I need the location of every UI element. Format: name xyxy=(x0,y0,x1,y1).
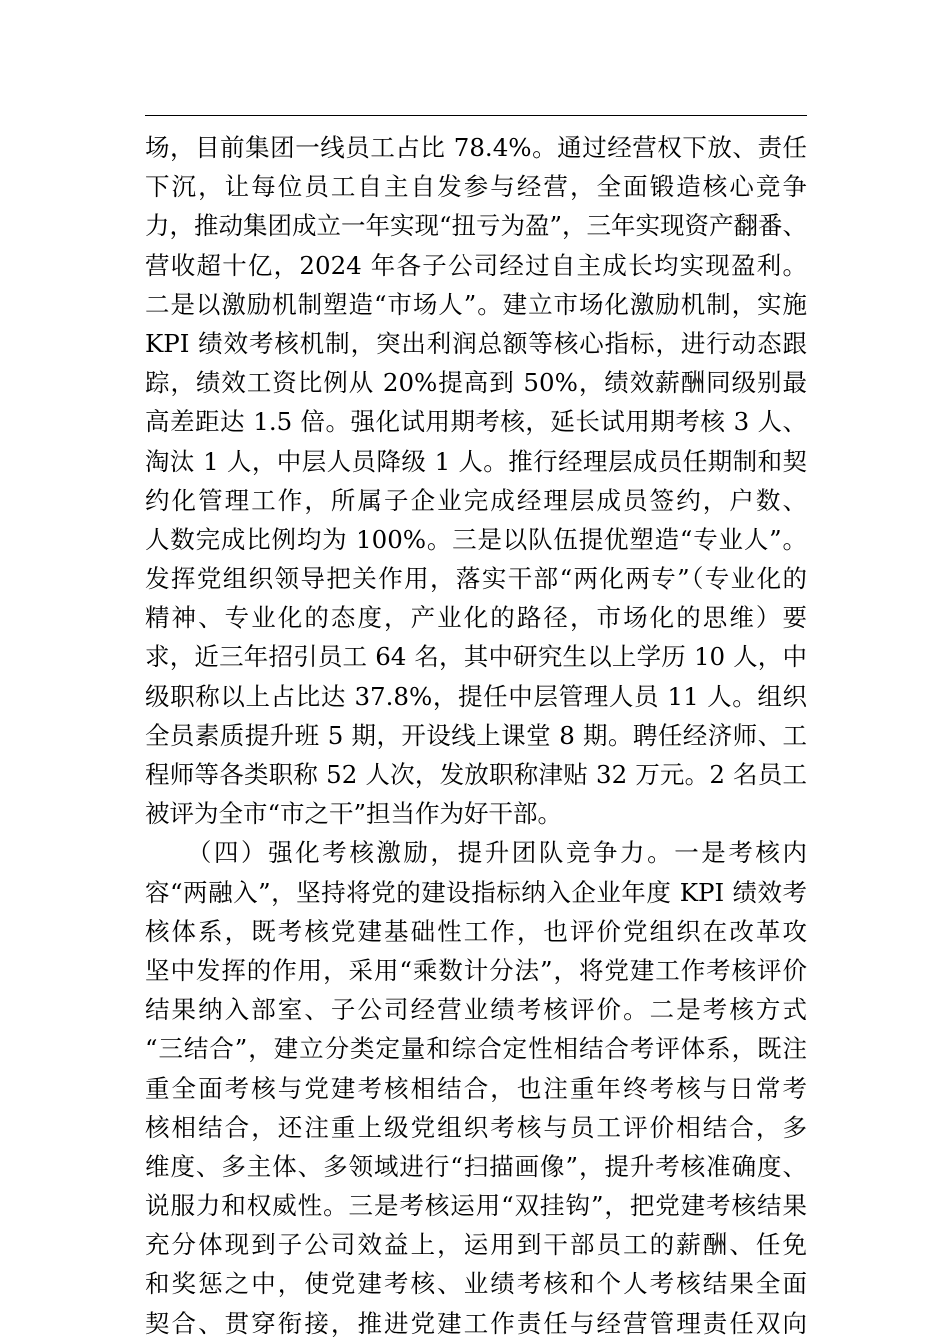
text-line: 核相结合，还注重上级党组织考核与员工评价相结合，多 xyxy=(145,1112,807,1142)
text-line: 下沉，让每位员工自主自发参与经营，全面锻造核心竞争 xyxy=(145,172,807,202)
text-line: 发挥党组织领导把关作用，落实干部“两化两专”（专业化的 xyxy=(145,564,807,594)
text-line: 精神、专业化的态度，产业化的路径，市场化的思维）要 xyxy=(145,603,807,633)
text-line: 营收超十亿，2024 年各子公司经过自主成长均实现盈利。 xyxy=(145,250,807,280)
text-line: 结果纳入部室、子公司经营业绩考核评价。二是考核方式 xyxy=(145,995,807,1025)
body-text xyxy=(145,128,807,1343)
text-line: 坚中发挥的作用，采用“乘数计分法”，将党建工作考核评价 xyxy=(145,955,807,985)
text-line: 力，推动集团成立一年实现“扭亏为盈”，三年实现资产翻番、 xyxy=(145,211,807,241)
text-line-paragraph-end: 被评为全市“市之干”担当作为好干部。 xyxy=(145,799,563,829)
text-line: 踪，绩效工资比例从 20%提高到 50%，绩效薪酬同级别最 xyxy=(145,368,807,398)
text-line: 二是以激励机制塑造“市场人”。建立市场化激励机制，实施 xyxy=(145,289,807,319)
text-line: 重全面考核与党建考核相结合，也注重年终考核与日常考 xyxy=(145,1073,807,1103)
text-line: “三结合”，建立分类定量和综合定性相结合考评体系，既注 xyxy=(145,1034,807,1064)
text-line: 维度、多主体、多领域进行“扫描画像”，提升考核准确度、 xyxy=(145,1151,807,1181)
text-line: 充分体现到子公司效益上，运用到干部员工的薪酬、任免 xyxy=(145,1230,807,1260)
text-line: KPI 绩效考核机制，突出利润总额等核心指标，进行动态跟 xyxy=(145,328,807,358)
text-line: 全员素质提升班 5 期，开设线上课堂 8 期。聘任经济师、工 xyxy=(145,720,807,750)
text-line: 求，近三年招引员工 64 名，其中研究生以上学历 10 人，中 xyxy=(145,642,807,672)
text-line: 容“两融入”，坚持将党的建设指标纳入企业年度 KPI 绩效考 xyxy=(145,877,807,907)
text-line: 高差距达 1.5 倍。强化试用期考核，延长试用期考核 3 人、 xyxy=(145,407,807,437)
text-line: 和奖惩之中，使党建考核、业绩考核和个人考核结果全面 xyxy=(145,1269,807,1299)
text-line: 约化管理工作，所属子企业完成经理层成员签约，户数、 xyxy=(145,485,807,515)
header-rule xyxy=(145,115,807,116)
text-line: 人数完成比例均为 100%。三是以队伍提优塑造“专业人”。 xyxy=(145,524,807,554)
text-line: 程师等各类职称 52 人次，发放职称津贴 32 万元。2 名员工 xyxy=(145,760,807,789)
text-line: 说服力和权威性。三是考核运用“双挂钩”，把党建考核结果 xyxy=(145,1191,807,1221)
text-line: 级职称以上占比达 37.8%，提任中层管理人员 11 人。组织 xyxy=(145,681,807,711)
text-line: 契合、贯穿衔接，推进党建工作责任与经营管理责任双向 xyxy=(145,1308,807,1338)
text-line: 场，目前集团一线员工占比 78.4%。通过经营权下放、责任 xyxy=(145,133,807,162)
text-line: 核体系，既考核党建基础性工作，也评价党组织在改革攻 xyxy=(145,916,807,946)
text-line-section-heading: （四）强化考核激励，提升团队竞争力。一是考核内 xyxy=(145,838,807,868)
text-line: 淘汰 1 人，中层人员降级 1 人。推行经理层成员任期制和契 xyxy=(145,446,807,476)
